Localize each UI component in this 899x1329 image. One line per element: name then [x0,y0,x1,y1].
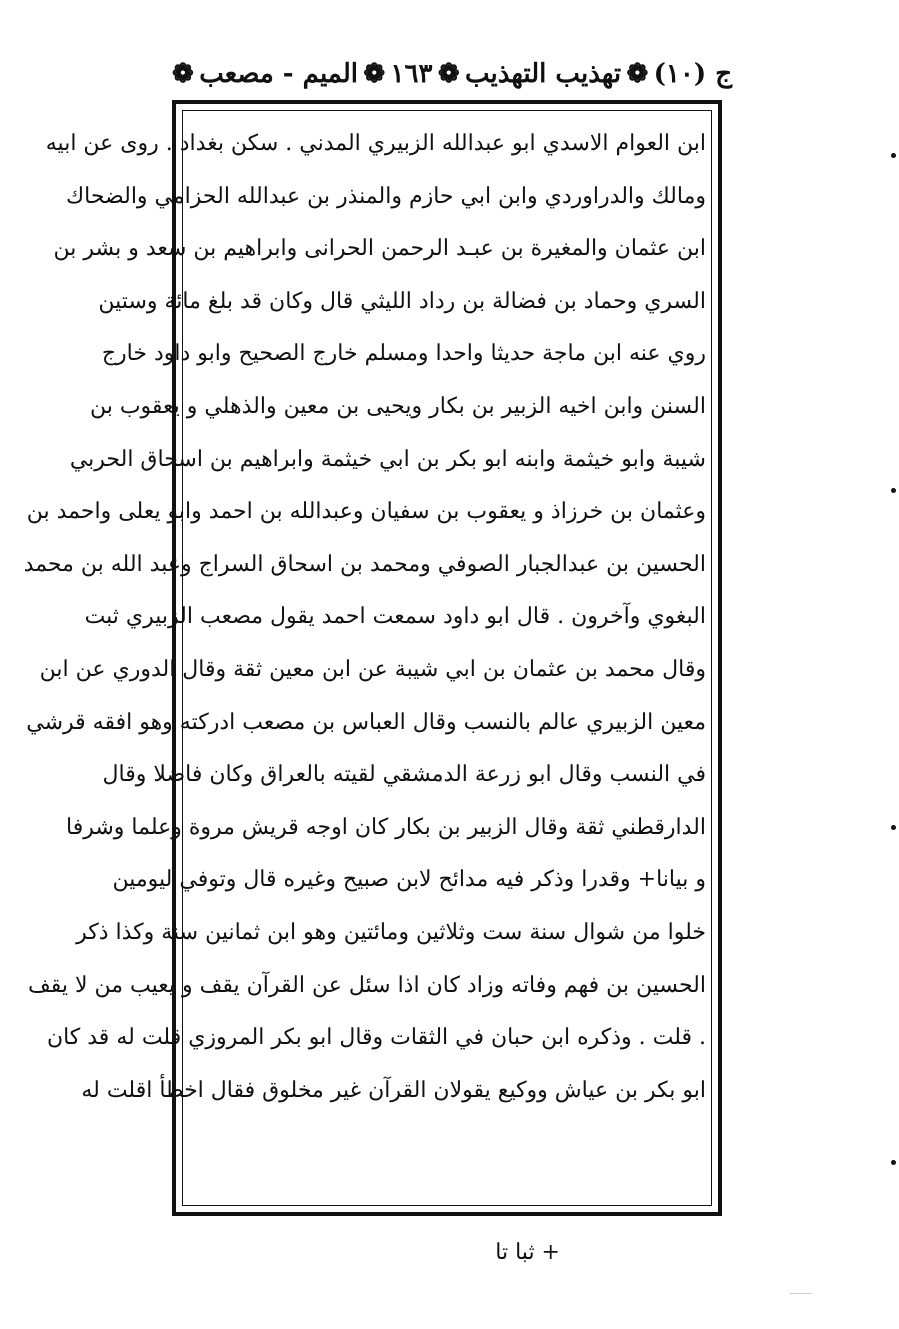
text-line: معين الزبيري عالم بالنسب وقال العباس بن مصعب ادركته وهو افقه قرشي [26,709,706,735]
text-line: وقال محمد بن عثمان بن ابي شيبة عن ابن معين ثقة وقال الدوري عن ابن [39,656,706,682]
main-text-body [23,118,706,1117]
header-ornament-icon: ❁ [437,59,460,89]
text-line: الدارقطني ثقة وقال الزبير بن بكار كان اوجه قريش مروة وعلما وشرفا [66,814,706,840]
text-line: الحسين بن فهم وفاته وزاد كان اذا سئل عن القرآن يقف و يعيب من لا يقف [27,972,706,998]
text-line: وعثمان بن خرزاذ و يعقوب بن سفيان وعبدالله بن احمد وابو يعلى واحمد بن [26,499,706,525]
margin-dot [891,153,896,158]
text-line: البغوي وآخرون . قال ابو داود سمعت احمد يقول مصعب الزبيري ثبت [84,604,706,630]
text-line: ومالك والدراوردي وابن ابي حازم والمنذر بن عبدالله الحزامي والضحاك [66,183,706,209]
text-line: شيبة وابو خيثمة وابنه ابو بكر بن ابي خيثمة وابراهيم بن اسحاق الحربي [69,446,706,472]
text-line: ابن عثمان والمغيرة بن عبـد الرحمن الحرانى وابراهيم بن سعد و بشر بن [53,236,706,262]
header-section: الميم - مصعب [199,59,358,89]
header-ornament-icon: ❁ [363,59,386,89]
margin-dot [891,825,896,830]
header-page-number: ١٦٣ [390,59,433,89]
text-line: في النسب وقال ابو زرعة الدمشقي لقيته بالعراق وكان فاضلا وقال [102,762,706,788]
text-line: . قلت . وذكره ابن حبان في الثقات وقال ابو بكر المروزي قلت له قد كان [46,1025,706,1051]
header-volume: ج (١٠) [653,59,732,89]
text-frame-outer-border [23,100,722,1216]
text-line: السري وحماد بن فضالة بن رداد الليثي قال وكان قد بلغ مائة وستين [98,288,706,314]
margin-dot [891,1160,896,1165]
text-line: الحسين بن عبدالجبار الصوفي ومحمد بن اسحاق السراج وعبد الله بن محمد [23,551,706,577]
margin-dot [891,488,896,493]
header-ornament-icon: ❁ [172,59,194,89]
text-line: السنن وابن اخيه الزبير بن بكار ويحيى بن معين والذهلي و يعقوب بن [89,393,706,419]
text-line: خلوا من شوال سنة ست وثلاثين ومائتين وهو ابن ثمانين سنة وكذا ذكر [76,919,706,945]
footnote: + ثبا تا [495,1240,560,1265]
running-header [172,52,732,96]
page-edge-mark [790,1293,812,1294]
header-book-title: تهذيب التهذيب [464,59,622,89]
text-line: ابو بكر بن عياش ووكيع يقولان القرآن غير مخلوق فقال اخطأ اقلت له [81,1077,706,1103]
header-ornament-icon: ❁ [626,59,649,89]
text-line: روي عنه ابن ماجة حديثا واحدا ومسلم خارج الصحيح وابو داود خارج [101,341,706,367]
text-line: ابن العوام الاسدي ابو عبدالله الزبيري المدني . سكن بغداد . روى عن ابيه [45,131,706,156]
text-line: و بيانا+ وقدرا وذكر فيه مدائح لابن صبيح وغيره قال وتوفي ليومين [112,867,706,893]
